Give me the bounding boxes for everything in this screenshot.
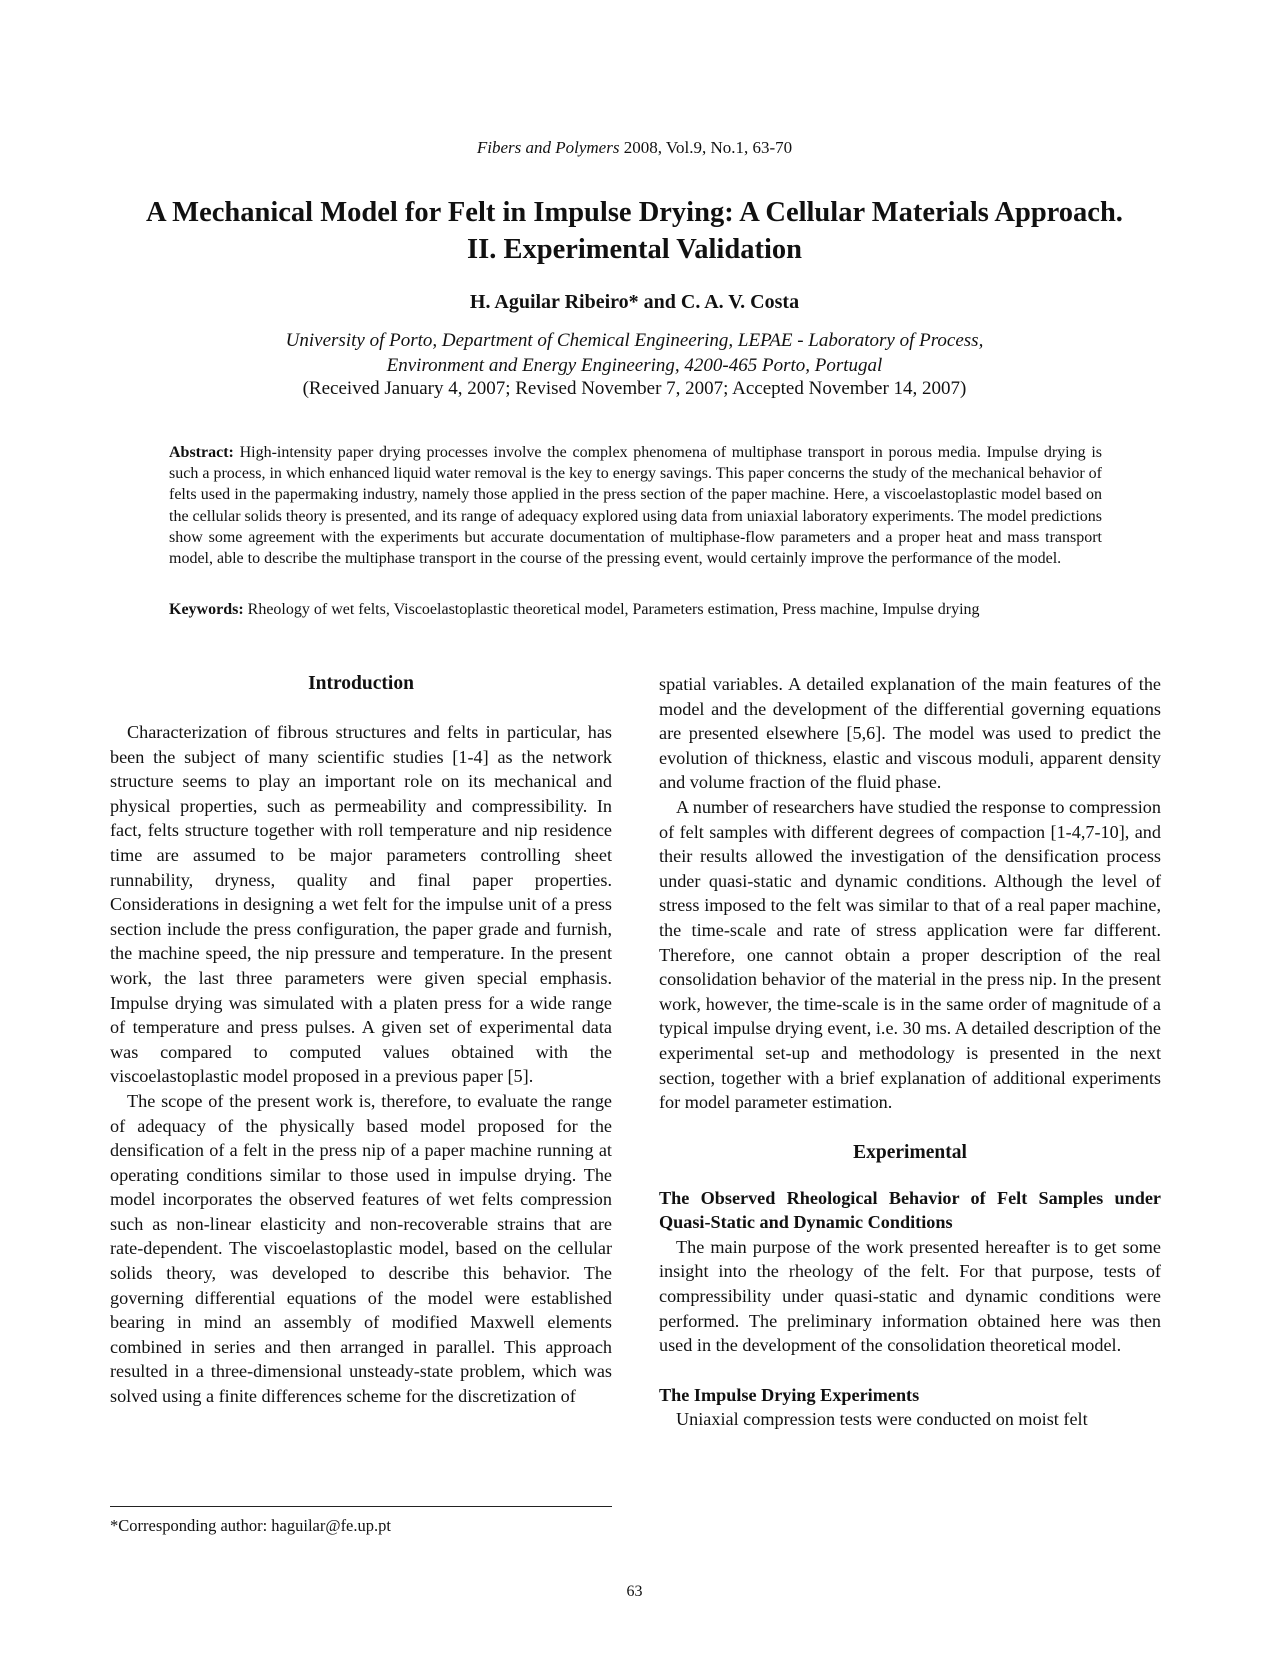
abstract-text: High-intensity paper drying processes involve the complex phenomena of multiphase transport in porous media. Impulse drying is such a process, in which enhanced liquid water removal is the key to energy savings. This paper concerns the study of the mechanical behavior of felts used in the papermaking industry, namely those applied in the press section of the paper machine. Here, a viscoelastoplastic model based on the cellular solids theory is presented, and its range of adequacy explored using data from uniaxial laboratory experiments. The model predictions show some agreement with the experiments but accurate documentation of multiphase-flow parameters and a proper heat and mass transport model, able to describe the multiphase transport in the course of the pressing event, would certainly improve the performance of the model. bbox=[169, 444, 1102, 568]
title-line-1: A Mechanical Model for Felt in Impulse Drying: A Cellular Materials Approach. bbox=[146, 197, 1123, 228]
footnote-divider bbox=[110, 1506, 612, 1507]
abstract bbox=[169, 442, 1102, 569]
right-paragraph-2: A number of researchers have studied the response to compression of felt samples with different degrees of compaction [1-4,7-10], and their results allowed the investigation of the densification process under quasi-static and dynamic conditions. Although the level of stress imposed to the felt was similar to that of a real paper machine, the time-scale and rate of stress application were far different. Therefore, one cannot obtain a proper description of the real consolidation behavior of the material in the press nip. In the present work, however, the time-scale is in the same order of magnitude of a typical impulse drying event, i.e. 30 ms. A detailed description of the experimental set-up and methodology is presented in the next section, together with a brief explanation of additional experiments for model parameter estimation. bbox=[659, 796, 1161, 1113]
keywords bbox=[169, 598, 1102, 621]
subheading-impulse-drying-experiments: The Impulse Drying Experiments bbox=[659, 1384, 920, 1405]
intro-paragraph-2: The scope of the present work is, therefore, to evaluate the range of adequacy of the physically based model proposed for the densification of a felt in the press nip of a paper machine running at operating conditions similar to those used in impulse drying. The model incorporates the observed features of wet felts compression such as non-linear elasticity and non-recoverable strains that are rate-dependent. The viscoelastoplastic model, based on the cellular solids theory, was developed to describe this behavior. The governing differential equations of the model were established bearing in mind an assembly of modified Maxwell elements combined in series and then arranged in parallel. This approach resulted in a three-dimensional unsteady-state problem, which was solved using a finite differences scheme for the discretization of bbox=[110, 1090, 612, 1407]
affiliation bbox=[150, 328, 1119, 378]
keywords-label: Keywords: bbox=[169, 601, 244, 618]
affiliation-line-2: Environment and Energy Engineering, 4200-465 Porto, Portugal bbox=[386, 355, 883, 376]
section-heading-introduction: Introduction bbox=[308, 673, 414, 694]
affiliation-line-1: University of Porto, Department of Chemical Engineering, LEPAE - Laboratory of Process, bbox=[285, 330, 984, 351]
journal-citation: 2008, Vol.9, No.1, 63-70 bbox=[619, 138, 793, 157]
page-number: 63 bbox=[626, 1583, 643, 1600]
experimental-paragraph-2: Uniaxial compression tests were conducted on moist felt bbox=[676, 1409, 1088, 1430]
left-column bbox=[110, 672, 612, 1409]
paper-title bbox=[80, 194, 1189, 268]
section-heading-experimental: Experimental bbox=[853, 1141, 967, 1163]
title-line-2: II. Experimental Validation bbox=[467, 234, 802, 265]
received-dates: (Received January 4, 2007; Revised November 7, 2007; Accepted November 14, 2007) bbox=[302, 378, 967, 399]
right-column bbox=[659, 672, 1161, 1432]
subheading-rheological-behavior: The Observed Rheological Behavior of Felt Samples under Quasi-Static and Dynamic Conditions bbox=[659, 1187, 1161, 1233]
abstract-label: Abstract: bbox=[169, 444, 234, 461]
experimental-paragraph-1: The main purpose of the work presented hereafter is to get some insight into the rheology of the felt. For that purpose, tests of compressibility under quasi-static and dynamic conditions were performed. The preliminary information obtained here was then used in the development of the consolidation theoretical model. bbox=[659, 1236, 1161, 1356]
footnote-corresponding-author: *Corresponding author: haguilar@fe.up.pt bbox=[110, 1516, 391, 1535]
keywords-text: Rheology of wet felts, Viscoelastoplastic theoretical model, Parameters estimation, Press machine, Impulse drying bbox=[243, 601, 980, 618]
intro-paragraph-1: Characterization of fibrous structures and felts in particular, has been the subject of many scientific studies [1-4] as the network structure seems to play an important role on its mechanical and physical properties, such as permeability and compressibility. In fact, felts structure together with roll temperature and nip residence time are assumed to be major parameters controlling sheet runnability, dryness, quality and final paper properties. Considerations in designing a wet felt for the impulse unit of a press section include the press configuration, the paper grade and furnish, the machine speed, the nip pressure and temperature. In the present work, the last three parameters were given special emphasis. Impulse drying was simulated with a platen press for a wide range of temperature and press pulses. A given set of experimental data was compared to computed values obtained with the viscoelastoplastic model proposed in a previous paper [5]. bbox=[110, 722, 612, 1087]
right-paragraph-1: spatial variables. A detailed explanation of the main features of the model and the development of the differential governing equations are presented elsewhere [5,6]. The model was used to predict the evolution of thickness, elastic and viscous moduli, apparent density and volume fraction of the fluid phase. bbox=[659, 674, 1161, 793]
authors: H. Aguilar Ribeiro* and C. A. V. Costa bbox=[469, 291, 800, 313]
journal-header bbox=[0, 138, 1269, 158]
journal-name: Fibers and Polymers bbox=[476, 138, 620, 157]
